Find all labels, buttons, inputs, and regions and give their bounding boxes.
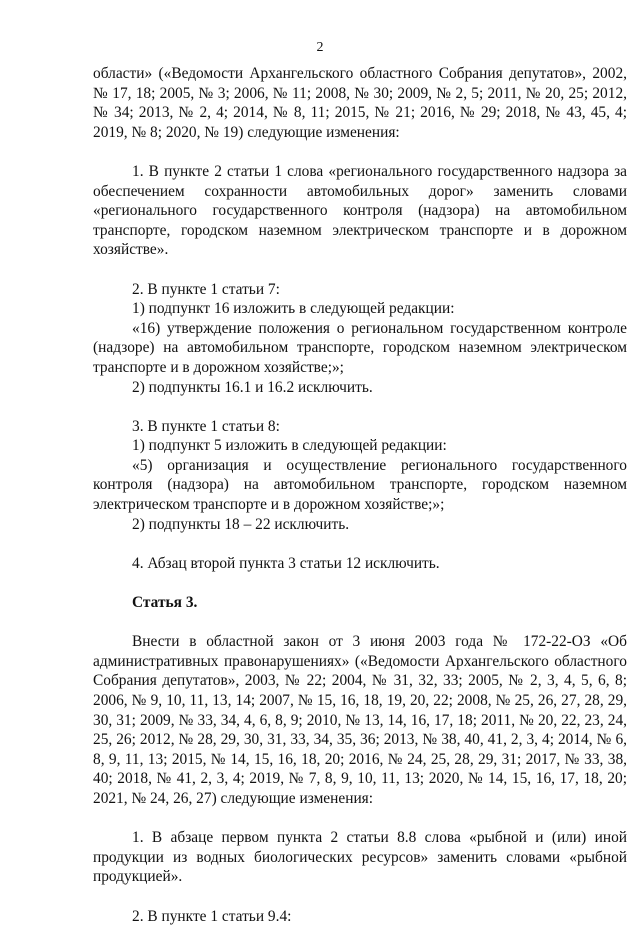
paragraph: области» («Ведомости Архангельского областного Собрания депутатов», 2002, № 17, 18; 2005, № 3; 2006, № 11; 2008, № 30; 2009, № 2, 5; 2011, № 20, 25; 2012, № 34; 2013, № 2, 4; 2014, № 8, 11; 2015, № 21; 2016, № 29; 2018, № 43, 45, 4; 2019, № 8; 2020, № 19) следующие изменения: — [93, 65, 627, 141]
paragraph: 1. В пункте 2 статьи 1 слова «регионального государственного надзора за обеспечением сохранности автомобильных дорог» заменить словами «регионального государственного контроля (надзора) на автомобильном транспорте, городском наземном электрическом транспорте и в дорожном хозяйстве». — [93, 162, 627, 259]
paragraph: 1. В абзаце первом пункта 2 статьи 8.8 слова «рыбной и (или) иной продукции из водных биологических ресурсов» заменить словами «рыбной продукцией». — [93, 829, 627, 886]
paragraph: 2. В пункте 1 статьи 7: — [132, 280, 280, 298]
paragraph: Внести в областной закон от 3 июня 2003 года № 172-22-ОЗ «Об административных правонарушениях» («Ведомости Архангельского областного Собрания депутатов», 2003, № 22; 2004, № 31, 32, 33; 2005, № 2, 3, 4, 5, 6, 8; 2006, № 9, 10, 11, 13, 14; 2007, № 15, 16, 18, 19, 20, 22; 2008, № 25, 26, 27, 28, 29, 30, 31; 2009, № 33, 34, 4, 6, 8, 9; 2010, № 13, 14, 16, 17, 18; 2011, № 20, 22, 23, 24, 25, 26; 2012, № 28, 29, 30, 31, 33, 34, 35, 36; 2013, № 38, 40, 41, 2, 3, 4; 2014, № 6, 8, 9, 11, 13; 2015, № 14, 15, 16, 18, 20; 2016, № 24, 25, 28, 29, 31; 2017, № 33, 38, 40; 2018, № 41, 2, 3, 4; 2019, № 7, 8, 9, 10, 11, 13; 2020, № 14, 15, 16, 17, 18, 20; 2021, № 24, 26, 27) следующие изменения: — [93, 633, 627, 807]
paragraph: 1) подпункт 16 изложить в следующей редакции: — [132, 300, 455, 318]
paragraph: «5) организация и осуществление регионального государственного контроля (надзора) на автомобильном транспорте, городском наземном электрическом транспорте и в дорожном хозяйстве;»; — [93, 456, 627, 514]
paragraph: 2) подпункты 16.1 и 16.2 исключить. — [132, 378, 373, 396]
page-number: 2 — [316, 40, 324, 55]
paragraph: 4. Абзац второй пункта 3 статьи 12 исключить. — [132, 554, 440, 572]
paragraph: 3. В пункте 1 статьи 8: — [132, 417, 280, 435]
paragraph: 2. В пункте 1 статьи 9.4: — [132, 907, 292, 925]
paragraph: «16) утверждение положения о региональном государственном контроле (надзоре) на автомобильном транспорте, городском наземном электрическом транспорте и в дорожном хозяйстве;»; — [93, 319, 627, 376]
document-body — [93, 64, 627, 926]
paragraph: 1) подпункт 5 изложить в следующей редакции: — [132, 437, 447, 455]
paragraph: 2) подпункты 18 – 22 исключить. — [132, 515, 350, 533]
article-heading: Статья 3. — [132, 594, 198, 612]
